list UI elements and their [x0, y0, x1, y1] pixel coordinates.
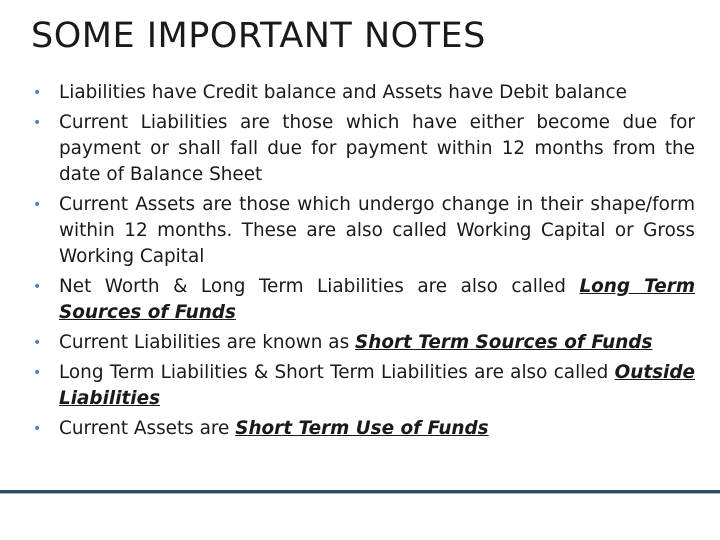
note-emphasis: Short Term Sources of Funds: [355, 332, 653, 353]
footer-rule-shadow: [0, 493, 720, 494]
note-item-2: [33, 110, 695, 188]
bullet-icon: •: [33, 335, 42, 351]
bullet-icon: •: [33, 421, 42, 437]
note-item-7: [33, 416, 695, 442]
note-text: Long Term Liabilities & Short Term Liabilities are also called: [59, 362, 615, 383]
bullet-icon: •: [33, 279, 42, 295]
note-item-1: [33, 80, 695, 106]
note-text: Current Liabilities are known as: [59, 332, 355, 353]
page-title: SOME IMPORTANT NOTES: [31, 16, 486, 56]
bullet-icon: •: [33, 197, 42, 213]
note-text: Current Liabilities are those which have either become due for payment or shall fall due for payment within 12 months from the date of Balance Sheet: [59, 112, 695, 185]
note-item-4: [33, 274, 695, 326]
note-emphasis: Outside Liabilities: [59, 362, 695, 409]
note-text: Current Assets are: [59, 418, 236, 439]
note-emphasis: Long Term Sources of Funds: [59, 276, 695, 323]
bullet-icon: •: [33, 365, 42, 381]
bullet-icon: •: [33, 85, 42, 101]
notes-list: [33, 80, 695, 446]
note-text: Net Worth & Long Term Liabilities are also called: [59, 276, 580, 297]
bullet-icon: •: [33, 115, 42, 131]
note-item-3: [33, 192, 695, 270]
note-item-5: [33, 330, 695, 356]
note-emphasis: Short Term Use of Funds: [235, 418, 489, 439]
note-item-6: [33, 360, 695, 412]
note-text: Liabilities have Credit balance and Assets have Debit balance: [59, 82, 627, 103]
note-text: Current Assets are those which undergo change in their shape/form within 12 months. These are also called Working Capital or Gross Working Capital: [59, 194, 695, 267]
